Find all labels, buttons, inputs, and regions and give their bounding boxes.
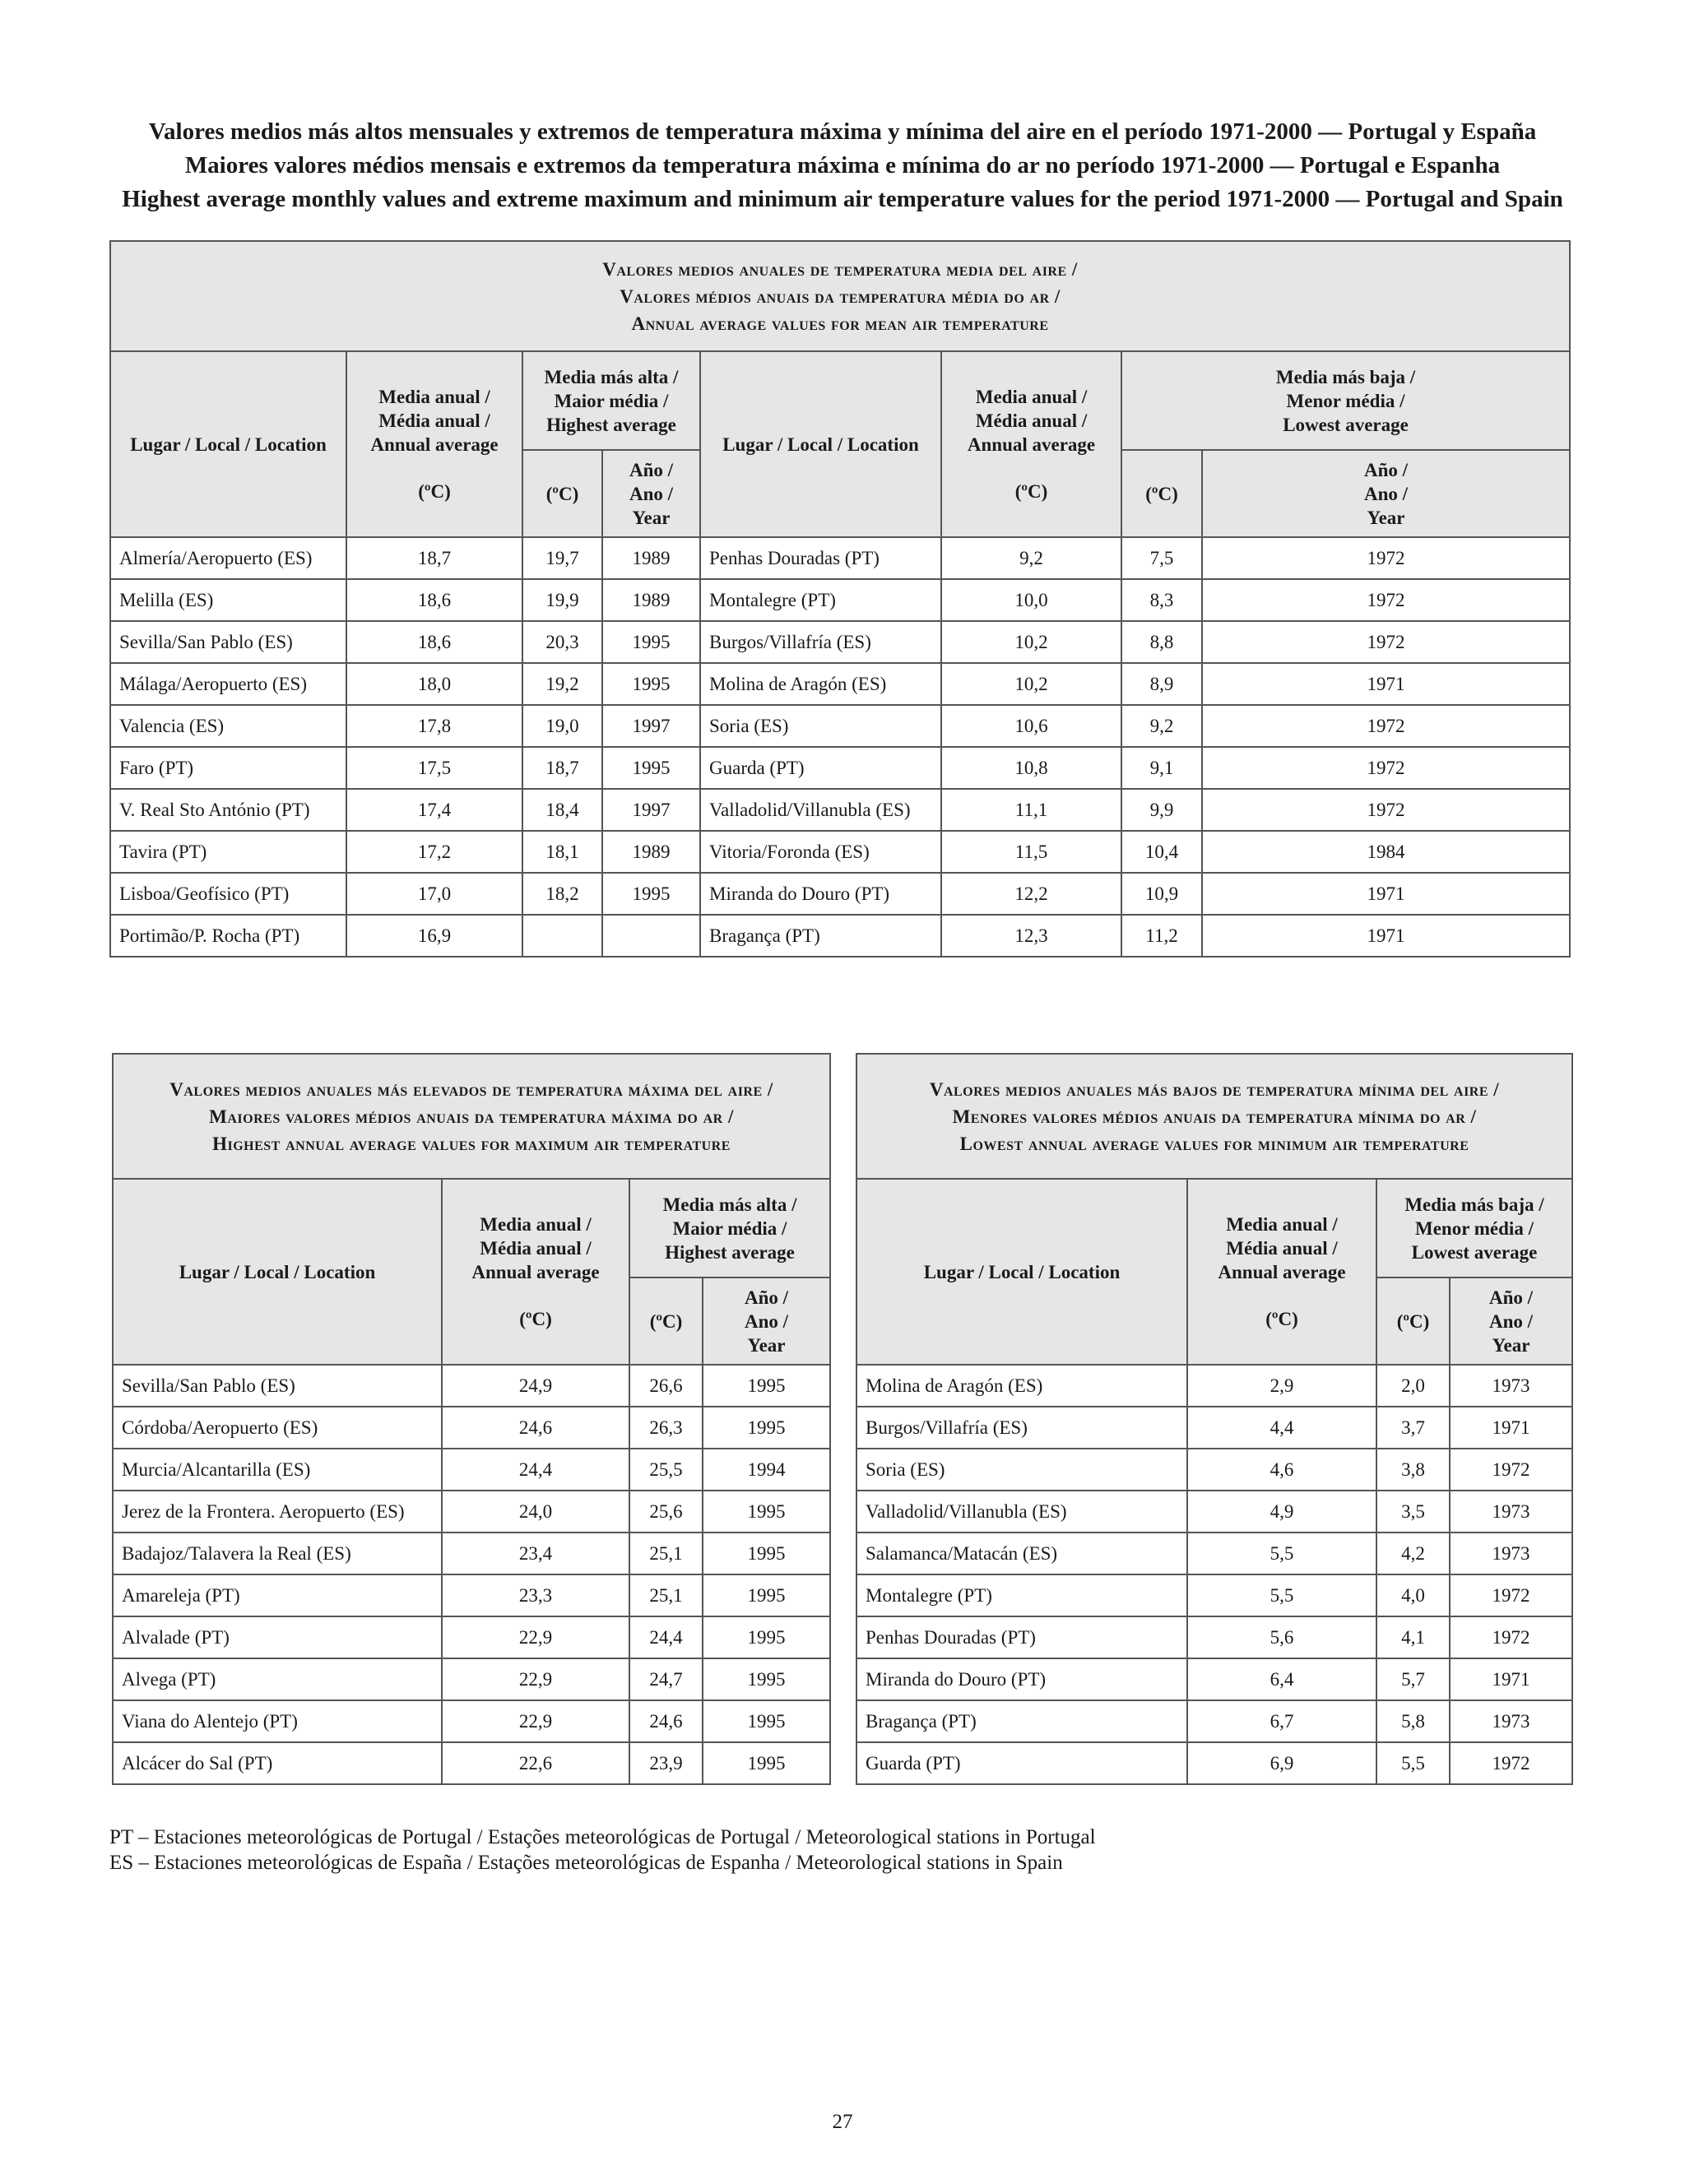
table-row — [110, 579, 1570, 621]
table-row — [113, 1407, 830, 1449]
col-location: Lugar / Local / Location — [856, 1179, 1187, 1365]
location-cell: Jerez de la Frontera. Aeropuerto (ES) — [113, 1491, 442, 1533]
col-year-2: Año / Ano / Year — [1202, 450, 1570, 537]
value-cell: 1995 — [703, 1658, 830, 1700]
value-cell: 1971 — [1450, 1658, 1572, 1700]
location-cell: Molina de Aragón (ES) — [856, 1365, 1187, 1407]
value-cell: 10,8 — [941, 747, 1121, 789]
location-cell: Sevilla/San Pablo (ES) — [113, 1365, 442, 1407]
value-cell: 1971 — [1202, 873, 1570, 915]
table-row — [110, 537, 1570, 579]
table-row — [856, 1449, 1572, 1491]
value-cell: 19,7 — [522, 537, 602, 579]
value-cell: 6,7 — [1187, 1700, 1376, 1742]
location-cell: Salamanca/Matacán (ES) — [856, 1533, 1187, 1574]
location-cell: Miranda do Douro (PT) — [700, 873, 941, 915]
table-row — [110, 621, 1570, 663]
table-row — [856, 1533, 1572, 1574]
location-cell: Bragança (PT) — [856, 1700, 1187, 1742]
value-cell: 24,6 — [629, 1700, 703, 1742]
value-cell: 18,1 — [522, 831, 602, 873]
value-cell — [602, 915, 700, 957]
value-cell: 24,0 — [442, 1491, 629, 1533]
table-row — [113, 1742, 830, 1784]
value-cell: 25,6 — [629, 1491, 703, 1533]
value-cell: 1989 — [602, 537, 700, 579]
value-cell: 1971 — [1202, 663, 1570, 705]
value-cell: 4,2 — [1376, 1533, 1450, 1574]
value-cell: 1971 — [1202, 915, 1570, 957]
value-cell: 9,9 — [1121, 789, 1202, 831]
col-location: Lugar / Local / Location — [110, 351, 346, 537]
location-cell: V. Real Sto António (PT) — [110, 789, 346, 831]
col-unit: (ºC) — [1376, 1277, 1450, 1365]
location-cell: Córdoba/Aeropuerto (ES) — [113, 1407, 442, 1449]
location-cell: Amareleja (PT) — [113, 1574, 442, 1616]
location-cell: Montalegre (PT) — [856, 1574, 1187, 1616]
location-cell: Portimão/P. Rocha (PT) — [110, 915, 346, 957]
value-cell: 1995 — [703, 1742, 830, 1784]
table-row — [110, 873, 1570, 915]
value-cell: 24,9 — [442, 1365, 629, 1407]
location-cell: Alvalade (PT) — [113, 1616, 442, 1658]
value-cell: 25,5 — [629, 1449, 703, 1491]
table-row — [110, 705, 1570, 747]
value-cell: 1973 — [1450, 1491, 1572, 1533]
location-cell: Soria (ES) — [856, 1449, 1187, 1491]
col-year: Año / Ano / Year — [1450, 1277, 1572, 1365]
value-cell: 22,9 — [442, 1658, 629, 1700]
value-cell: 1995 — [703, 1407, 830, 1449]
value-cell: 1989 — [602, 579, 700, 621]
value-cell: 10,2 — [941, 621, 1121, 663]
location-cell: Guarda (PT) — [856, 1742, 1187, 1784]
value-cell: 23,4 — [442, 1533, 629, 1574]
location-cell: Penhas Douradas (PT) — [856, 1616, 1187, 1658]
table-row — [113, 1365, 830, 1407]
value-cell: 17,5 — [346, 747, 522, 789]
col-annual-average: Media anual / Média anual / Annual average (ºC) — [442, 1179, 629, 1365]
value-cell: 19,2 — [522, 663, 602, 705]
location-cell: Faro (PT) — [110, 747, 346, 789]
location-cell: Málaga/Aeropuerto (ES) — [110, 663, 346, 705]
value-cell: 18,6 — [346, 579, 522, 621]
table-row — [113, 1700, 830, 1742]
value-cell: 12,2 — [941, 873, 1121, 915]
value-cell: 1973 — [1450, 1533, 1572, 1574]
value-cell: 1995 — [602, 621, 700, 663]
value-cell: 1973 — [1450, 1365, 1572, 1407]
location-cell: Tavira (PT) — [110, 831, 346, 873]
value-cell: 18,7 — [346, 537, 522, 579]
value-cell: 1997 — [602, 705, 700, 747]
col-annual-average-2: Media anual / Média anual / Annual average (ºC) — [941, 351, 1121, 537]
col-annual-average: Media anual / Média anual / Annual average (ºC) — [1187, 1179, 1376, 1365]
value-cell: 4,1 — [1376, 1616, 1450, 1658]
location-cell: Badajoz/Talavera la Real (ES) — [113, 1533, 442, 1574]
page-number: 27 — [832, 2111, 853, 2133]
value-cell: 11,5 — [941, 831, 1121, 873]
table-row — [856, 1365, 1572, 1407]
location-cell: Viana do Alentejo (PT) — [113, 1700, 442, 1742]
value-cell: 26,3 — [629, 1407, 703, 1449]
value-cell: 19,9 — [522, 579, 602, 621]
value-cell: 1995 — [703, 1574, 830, 1616]
value-cell: 18,0 — [346, 663, 522, 705]
table-row — [113, 1658, 830, 1700]
location-cell: Penhas Douradas (PT) — [700, 537, 941, 579]
value-cell: 5,6 — [1187, 1616, 1376, 1658]
value-cell: 5,5 — [1187, 1574, 1376, 1616]
mean-temperature-table — [109, 240, 1571, 958]
value-cell: 25,1 — [629, 1574, 703, 1616]
value-cell: 5,7 — [1376, 1658, 1450, 1700]
value-cell: 11,1 — [941, 789, 1121, 831]
value-cell: 5,5 — [1376, 1742, 1450, 1784]
location-cell: Sevilla/San Pablo (ES) — [110, 621, 346, 663]
value-cell: 25,1 — [629, 1533, 703, 1574]
value-cell: 1972 — [1202, 747, 1570, 789]
value-cell: 1972 — [1450, 1616, 1572, 1658]
value-cell: 4,6 — [1187, 1449, 1376, 1491]
value-cell: 24,6 — [442, 1407, 629, 1449]
location-cell: Miranda do Douro (PT) — [856, 1658, 1187, 1700]
value-cell: 10,4 — [1121, 831, 1202, 873]
value-cell: 7,5 — [1121, 537, 1202, 579]
title-pt: Maiores valores médios mensais e extremos da temperatura máxima e mínima do ar no período 1971-2000 — Portugal e Espanha — [184, 152, 1501, 179]
location-cell: Valencia (ES) — [110, 705, 346, 747]
value-cell: 9,2 — [1121, 705, 1202, 747]
table-row — [856, 1700, 1572, 1742]
value-cell: 6,9 — [1187, 1742, 1376, 1784]
location-cell: Murcia/Alcantarilla (ES) — [113, 1449, 442, 1491]
value-cell: 2,0 — [1376, 1365, 1450, 1407]
value-cell: 3,8 — [1376, 1449, 1450, 1491]
value-cell: 1972 — [1450, 1574, 1572, 1616]
location-cell: Vitoria/Foronda (ES) — [700, 831, 941, 873]
value-cell: 5,5 — [1187, 1533, 1376, 1574]
value-cell: 1995 — [703, 1533, 830, 1574]
value-cell: 4,9 — [1187, 1491, 1376, 1533]
value-cell: 9,1 — [1121, 747, 1202, 789]
value-cell: 24,4 — [629, 1616, 703, 1658]
col-lowest-average: Media más baja / Menor média / Lowest average — [1121, 351, 1570, 450]
table-row — [110, 789, 1570, 831]
col-location-2: Lugar / Local / Location — [700, 351, 941, 537]
value-cell: 22,6 — [442, 1742, 629, 1784]
table-row — [113, 1449, 830, 1491]
value-cell: 18,7 — [522, 747, 602, 789]
col-highest-average: Media más alta / Maior média / Highest average — [629, 1179, 830, 1277]
table-row — [113, 1533, 830, 1574]
location-cell: Burgos/Villafría (ES) — [700, 621, 941, 663]
footnote-pt: PT – Estaciones meteorológicas de Portugal / Estações meteorológicas de Portugal / Meteorological stations in Portugal — [109, 1826, 1096, 1848]
col-year: Año / Ano / Year — [703, 1277, 830, 1365]
col-unit: (ºC) — [522, 450, 602, 537]
value-cell: 17,2 — [346, 831, 522, 873]
table-row — [110, 831, 1570, 873]
value-cell: 1989 — [602, 831, 700, 873]
value-cell: 17,4 — [346, 789, 522, 831]
footnotes — [109, 1825, 1096, 1876]
value-cell: 16,9 — [346, 915, 522, 957]
value-cell: 22,9 — [442, 1700, 629, 1742]
table-row — [856, 1491, 1572, 1533]
value-cell: 8,8 — [1121, 621, 1202, 663]
value-cell: 1984 — [1202, 831, 1570, 873]
value-cell: 1995 — [602, 873, 700, 915]
value-cell: 1972 — [1202, 705, 1570, 747]
value-cell: 26,6 — [629, 1365, 703, 1407]
max-temperature-table — [112, 1053, 831, 1785]
value-cell: 1995 — [703, 1700, 830, 1742]
value-cell: 1995 — [602, 663, 700, 705]
col-lowest-average: Media más baja / Menor média / Lowest average — [1376, 1179, 1572, 1277]
title-es: Valores medios más altos mensuales y extremos de temperatura máxima y mínima del aire en el período 1971-2000 — Portugal y España — [148, 118, 1537, 145]
table-row — [856, 1742, 1572, 1784]
location-cell: Bragança (PT) — [700, 915, 941, 957]
value-cell: 17,0 — [346, 873, 522, 915]
min-temperature-table — [856, 1053, 1573, 1785]
value-cell: 1995 — [602, 747, 700, 789]
col-unit: (ºC) — [629, 1277, 703, 1365]
location-cell: Alcácer do Sal (PT) — [113, 1742, 442, 1784]
value-cell: 1995 — [703, 1616, 830, 1658]
value-cell: 18,6 — [346, 621, 522, 663]
location-cell: Alvega (PT) — [113, 1658, 442, 1700]
location-cell: Molina de Aragón (ES) — [700, 663, 941, 705]
table-row — [113, 1616, 830, 1658]
location-cell: Soria (ES) — [700, 705, 941, 747]
value-cell: 1972 — [1450, 1742, 1572, 1784]
col-unit-2: (ºC) — [1121, 450, 1202, 537]
value-cell: 1972 — [1202, 621, 1570, 663]
value-cell: 22,9 — [442, 1616, 629, 1658]
value-cell: 1997 — [602, 789, 700, 831]
location-cell: Montalegre (PT) — [700, 579, 941, 621]
table-row — [856, 1658, 1572, 1700]
value-cell: 23,9 — [629, 1742, 703, 1784]
value-cell: 4,4 — [1187, 1407, 1376, 1449]
value-cell: 10,2 — [941, 663, 1121, 705]
value-cell: 24,4 — [442, 1449, 629, 1491]
location-cell: Valladolid/Villanubla (ES) — [856, 1491, 1187, 1533]
value-cell: 1972 — [1202, 579, 1570, 621]
location-cell: Lisboa/Geofísico (PT) — [110, 873, 346, 915]
footnote-es: ES – Estaciones meteorológicas de España / Estações meteorológicas de Espanha / Meteorological stations in Spain — [109, 1852, 1063, 1874]
value-cell: 6,4 — [1187, 1658, 1376, 1700]
value-cell: 17,8 — [346, 705, 522, 747]
value-cell: 1995 — [703, 1365, 830, 1407]
value-cell: 1972 — [1202, 537, 1570, 579]
col-year: Año / Ano / Year — [602, 450, 700, 537]
value-cell: 4,0 — [1376, 1574, 1450, 1616]
table-row — [113, 1491, 830, 1533]
location-cell: Valladolid/Villanubla (ES) — [700, 789, 941, 831]
location-cell: Almería/Aeropuerto (ES) — [110, 537, 346, 579]
value-cell: 1972 — [1450, 1449, 1572, 1491]
value-cell: 19,0 — [522, 705, 602, 747]
col-annual-average: Media anual / Média anual / Annual average (ºC) — [346, 351, 522, 537]
table-row — [856, 1407, 1572, 1449]
value-cell: 3,7 — [1376, 1407, 1450, 1449]
location-cell: Melilla (ES) — [110, 579, 346, 621]
value-cell: 9,2 — [941, 537, 1121, 579]
value-cell: 1971 — [1450, 1407, 1572, 1449]
value-cell — [522, 915, 602, 957]
value-cell: 8,3 — [1121, 579, 1202, 621]
max-table-caption: Valores medios anuales más elevados de temperatura máxima del aire / Maiores valores médios anuais da temperatura máxima do ar / Highest annual average values for maximum air temperature — [113, 1054, 830, 1179]
value-cell: 1994 — [703, 1449, 830, 1491]
table-row — [856, 1616, 1572, 1658]
value-cell: 5,8 — [1376, 1700, 1450, 1742]
col-highest-average: Media más alta / Maior média / Highest average — [522, 351, 700, 450]
table-row — [113, 1574, 830, 1616]
table-row — [110, 747, 1570, 789]
title-en: Highest average monthly values and extreme maximum and minimum air temperature values for the period 1971-2000 — Portugal and Spain — [122, 186, 1563, 212]
value-cell: 1972 — [1202, 789, 1570, 831]
table-row — [856, 1574, 1572, 1616]
table-row — [110, 663, 1570, 705]
value-cell: 23,3 — [442, 1574, 629, 1616]
location-cell: Burgos/Villafría (ES) — [856, 1407, 1187, 1449]
value-cell: 24,7 — [629, 1658, 703, 1700]
min-table-caption: Valores medios anuales más bajos de temperatura mínima del aire / Menores valores médios anuais da temperatura mínima do ar / Lowest annual average values for minimum air temperature — [856, 1054, 1572, 1179]
value-cell: 2,9 — [1187, 1365, 1376, 1407]
location-cell: Guarda (PT) — [700, 747, 941, 789]
table-row — [110, 915, 1570, 957]
value-cell: 18,4 — [522, 789, 602, 831]
value-cell: 20,3 — [522, 621, 602, 663]
value-cell: 10,0 — [941, 579, 1121, 621]
col-location: Lugar / Local / Location — [113, 1179, 442, 1365]
value-cell: 10,9 — [1121, 873, 1202, 915]
value-cell: 12,3 — [941, 915, 1121, 957]
value-cell: 1995 — [703, 1491, 830, 1533]
value-cell: 11,2 — [1121, 915, 1202, 957]
value-cell: 10,6 — [941, 705, 1121, 747]
page-titles — [0, 115, 1685, 216]
value-cell: 8,9 — [1121, 663, 1202, 705]
value-cell: 3,5 — [1376, 1491, 1450, 1533]
value-cell: 18,2 — [522, 873, 602, 915]
value-cell: 1973 — [1450, 1700, 1572, 1742]
mean-table-caption: Valores medios anuales de temperatura media del aire / Valores médios anuais da temperatura média do ar / Annual average values for mean air temperature — [110, 241, 1570, 351]
